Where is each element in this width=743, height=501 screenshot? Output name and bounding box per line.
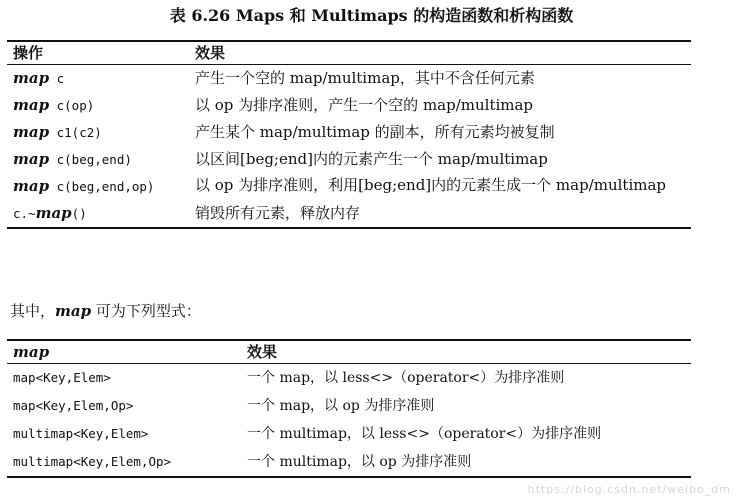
code-text: c(op) bbox=[49, 98, 95, 113]
constructors-table bbox=[7, 40, 691, 229]
type-code: multimap<Key,Elem,Op> bbox=[13, 454, 172, 469]
map-keyword: map bbox=[13, 177, 50, 195]
effect-cell: 产生某个 map/multimap 的副本，所有元素均被复制 bbox=[195, 123, 555, 141]
map-keyword: map bbox=[55, 302, 92, 320]
operation-cell bbox=[7, 173, 189, 200]
table-row bbox=[7, 119, 691, 146]
map-keyword: map bbox=[13, 96, 50, 114]
operation-cell bbox=[7, 200, 189, 228]
table-row bbox=[7, 420, 691, 448]
map-types-table bbox=[7, 339, 691, 478]
table-header-row bbox=[7, 340, 691, 364]
map-keyword: map bbox=[13, 123, 50, 141]
table-row bbox=[7, 364, 691, 393]
map-keyword: map bbox=[35, 204, 72, 222]
map-keyword: map bbox=[13, 150, 50, 168]
header-effect: 效果 bbox=[241, 340, 691, 364]
table-row bbox=[7, 392, 691, 420]
table-caption: 表 6.26 Maps 和 Multimaps 的构造函数和析构函数 bbox=[169, 6, 574, 25]
type-code: multimap<Key,Elem> bbox=[13, 426, 149, 441]
header-map: map bbox=[7, 340, 241, 364]
table-row bbox=[7, 92, 691, 119]
effect-cell: 一个 multimap，以 op 为排序准则 bbox=[247, 454, 472, 470]
table-row bbox=[7, 65, 691, 93]
types-note bbox=[10, 300, 201, 321]
effect-cell: 一个 multimap，以 less<>（operator<）为排序准则 bbox=[247, 426, 602, 442]
type-cell bbox=[7, 392, 241, 420]
header-operation: 操作 bbox=[7, 41, 189, 65]
code-text: () bbox=[71, 206, 87, 221]
table-row bbox=[7, 173, 691, 200]
effect-cell: 以 op 为排序准则，产生一个空的 map/multimap bbox=[195, 96, 534, 114]
code-text: c.~ bbox=[13, 206, 36, 221]
effect-cell: 产生一个空的 map/multimap，其中不含任何元素 bbox=[195, 69, 535, 87]
operation-cell bbox=[7, 119, 189, 146]
note-suffix: 可为下列型式： bbox=[91, 302, 201, 320]
type-code: map<Key,Elem,Op> bbox=[13, 398, 134, 413]
type-code: map<Key,Elem> bbox=[13, 370, 111, 385]
map-keyword: map bbox=[13, 69, 50, 87]
table-row bbox=[7, 448, 691, 477]
operation-cell bbox=[7, 146, 189, 173]
watermark: https://blog.csdn.net/weibo_dm bbox=[527, 483, 731, 496]
type-cell bbox=[7, 448, 241, 477]
table-row bbox=[7, 146, 691, 173]
code-text: c(beg,end,op) bbox=[49, 179, 155, 194]
effect-cell: 以 op 为排序准则，利用[beg;end]内的元素生成一个 map/multimap bbox=[195, 176, 667, 194]
code-text: c1(c2) bbox=[49, 125, 102, 140]
header-effect: 效果 bbox=[189, 41, 691, 65]
note-prefix: 其中， bbox=[10, 302, 56, 320]
operation-cell bbox=[7, 65, 189, 93]
effect-cell: 一个 map，以 op 为排序准则 bbox=[247, 398, 435, 414]
type-cell bbox=[7, 364, 241, 393]
type-cell bbox=[7, 420, 241, 448]
effect-cell: 以区间[beg;end]内的元素产生一个 map/multimap bbox=[195, 150, 548, 168]
effect-cell: 一个 map，以 less<>（operator<）为排序准则 bbox=[247, 370, 565, 386]
operation-cell bbox=[7, 92, 189, 119]
effect-cell: 销毁所有元素，释放内存 bbox=[195, 204, 361, 222]
code-text: c bbox=[49, 71, 65, 86]
table-row bbox=[7, 200, 691, 228]
table-header-row bbox=[7, 41, 691, 65]
code-text: c(beg,end) bbox=[49, 152, 132, 167]
